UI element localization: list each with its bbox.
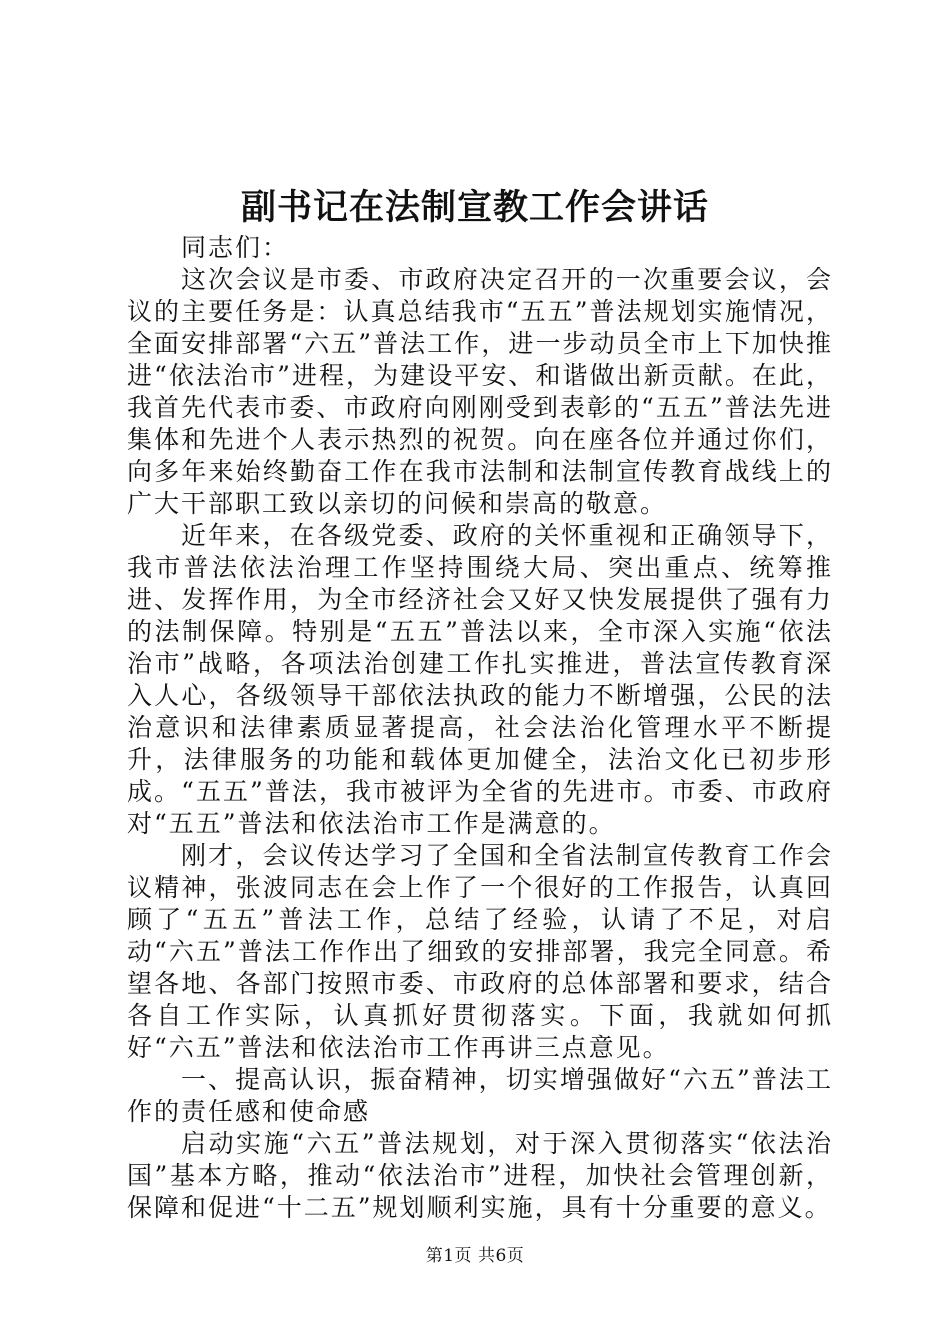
- page-footer: 第1页 共6页: [425, 1246, 525, 1266]
- body-paragraph: 启动实施“六五”普法规划，对于深入贯彻落实“依法治国”基本方略，推动“依法治市”进程，加快社会管理创新，保障和促进“十二五”规划顺利实施，具有十分重要的意义。: [127, 1129, 833, 1222]
- body-paragraph: 近年来，在各级党委、政府的关怀重视和正确领导下，我市普法依法治理工作坚持围绕大局、突出重点、统筹推进、发挥作用，为全市经济社会又好又快发展提供了强有力的法制保障。特别是“五五”普法以来，全市深入实施“依法治市”战略，各项法治创建工作扎实推进，普法宣传教育深入人心，各级领导干部依法执政的能力不断增强，公民的法治意识和法律素质显著提高，社会法治化管理水平不断提升，法律服务的功能和载体更加健全，法治文化已初步形成。“五五”普法，我市被评为全省的先进市。市委、市政府对“五五”普法和依法治市工作是满意的。: [127, 521, 833, 838]
- document-title: 副书记在法制宣教工作会讲话: [240, 187, 709, 228]
- body-paragraph: 这次会议是市委、市政府决定召开的一次重要会议，会议的主要任务是：认真总结我市“五五”普法规划实施情况，全面安排部署“六五”普法工作，进一步动员全市上下加快推进“依法治市”进程，为建设平安、和谐做出新贡献。在此，我首先代表市委、市政府向刚刚受到表彰的“五五”普法先进集体和先进个人表示热烈的祝贺。向在座各位并通过你们，向多年来始终勤奋工作在我市法制和法制宣传教育战线上的广大干部职工致以亲切的问候和崇高的敬意。: [127, 265, 833, 518]
- salutation-paragraph: 同志们：: [181, 233, 290, 262]
- body-paragraph: 刚才，会议传达学习了全国和全省法制宣传教育工作会议精神，张波同志在会上作了一个很好的工作报告，认真回顾了“五五”普法工作，总结了经验，认请了不足，对启动“六五”普法工作作出了细致的安排部署，我完全同意。希望各地、各部门按照市委、市政府的总体部署和要求，结合各自工作实际，认真抓好贯彻落实。下面，我就如何抓好“六五”普法和依法治市工作再讲三点意见。: [127, 841, 833, 1062]
- document-body: [127, 232, 833, 1224]
- section-heading: 一、提高认识，振奋精神，切实增强做好“六五”普法工作的责任感和使命感: [127, 1065, 833, 1126]
